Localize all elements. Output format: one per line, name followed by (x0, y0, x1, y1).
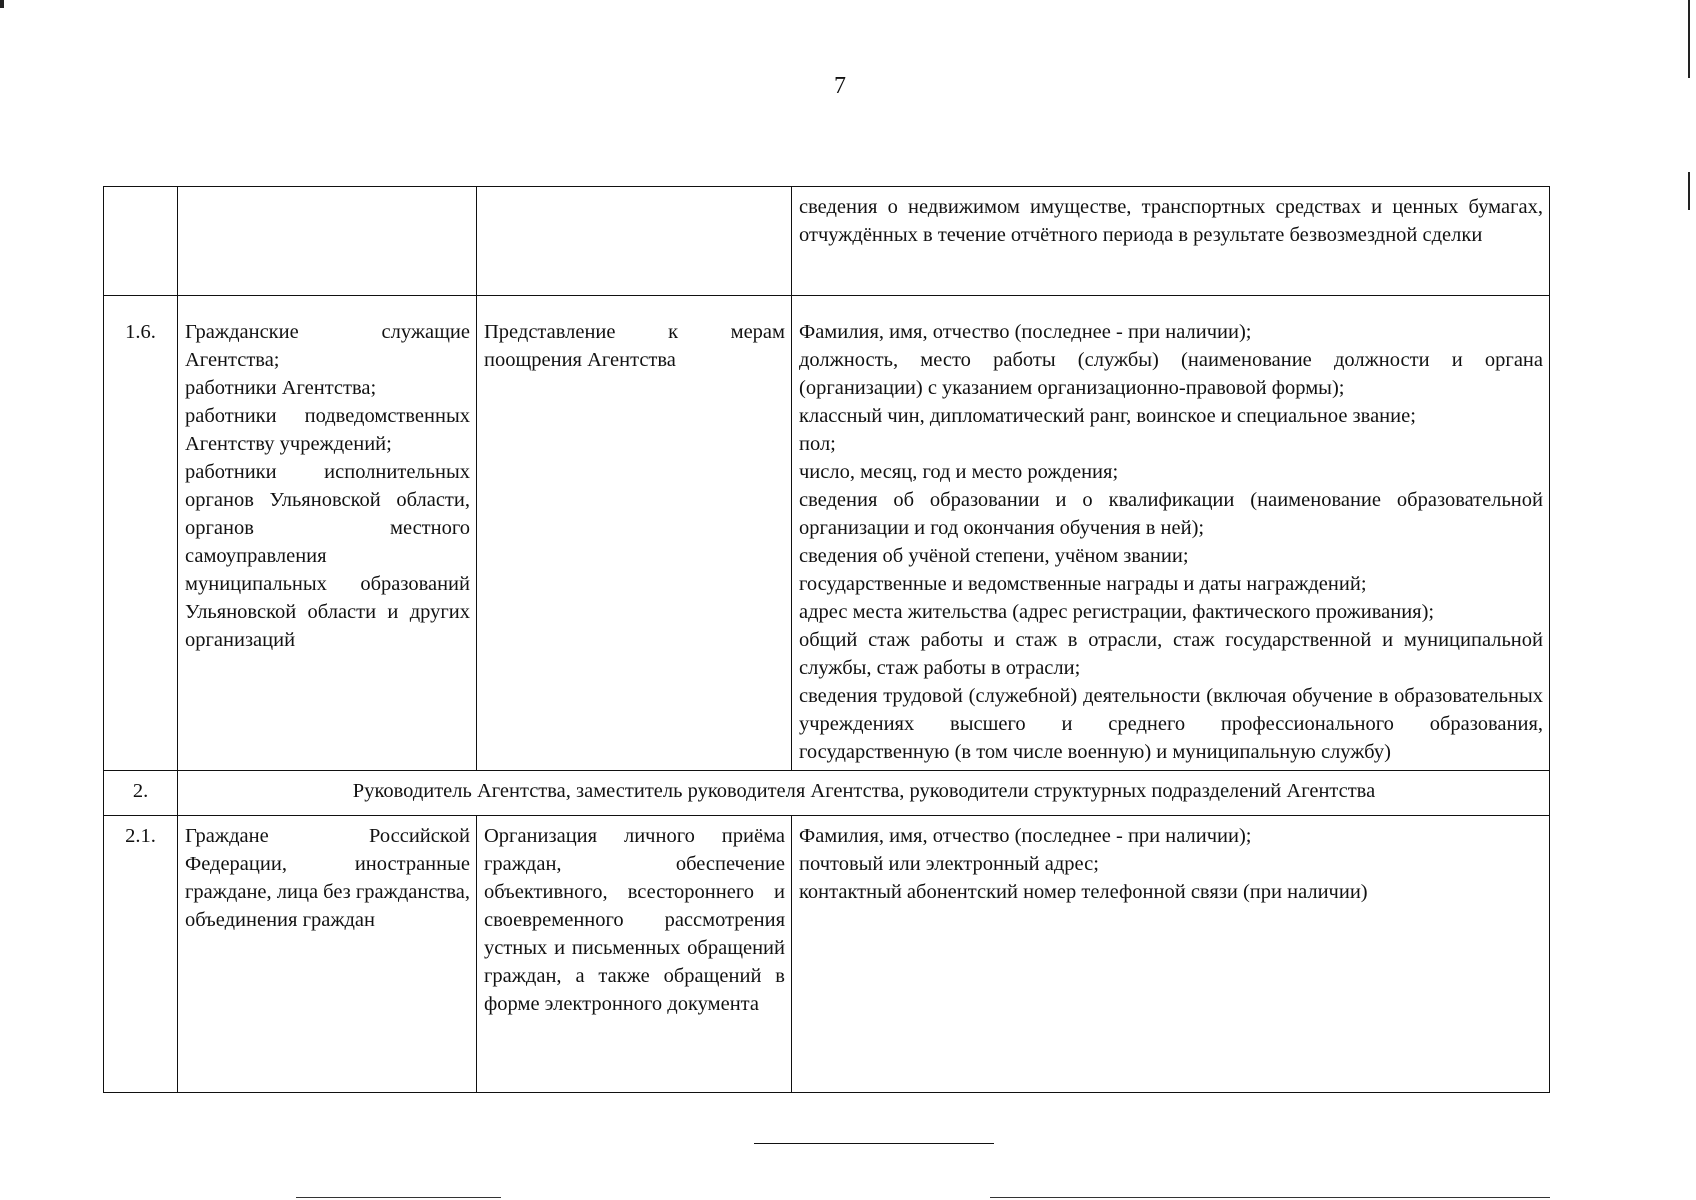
scan-edge-mark (0, 0, 4, 8)
category-cell (178, 816, 477, 1093)
data-item: должность, место работы (службы) (наименование должности и органа (организации) с указанием организационно-правовой формы); (799, 349, 1543, 399)
category-item: работники исполнительных органов Ульяновской области, органов местного самоуправления муниципальных образований Ульяновской области и других организаций (185, 461, 470, 651)
purpose-text: Представление к мерам поощрения Агентства (484, 321, 785, 371)
purpose-text: Организация личного приёма граждан, обеспечение объективного, всестороннего и своевременного рассмотрения устных и письменных обращений граждан, а также обращений в форме электронного документа (484, 825, 785, 1015)
data-item: сведения об учёной степени, учёном звании; (799, 545, 1189, 567)
data-list-cell (792, 187, 1550, 296)
row-number-cell: 2. (104, 771, 178, 816)
purpose-cell (477, 816, 792, 1093)
data-item: Фамилия, имя, отчество (последнее - при наличии); (799, 321, 1252, 343)
table-row (104, 187, 1550, 296)
row-number-cell (104, 187, 178, 296)
end-of-document-rule (754, 1143, 994, 1144)
category-item: Гражданские служащие Агентства; (185, 321, 470, 371)
category-item: работники подведомственных Агентству учреждений; (185, 405, 470, 455)
purpose-cell (477, 187, 792, 296)
scan-edge-line (296, 1197, 501, 1198)
data-item: почтовый или электронный адрес; (799, 853, 1099, 875)
scan-edge-mark (1688, 172, 1690, 210)
table-row (104, 296, 1550, 771)
data-list-cell (792, 296, 1550, 771)
data-item: контактный абонентский номер телефонной связи (при наличии) (799, 881, 1368, 903)
category-item: Граждане Российской Федерации, иностранные граждане, лица без гражданства, объединения граждан (185, 825, 471, 931)
category-cell (178, 296, 477, 771)
data-item: адрес места жительства (адрес регистрации, фактического проживания); (799, 601, 1435, 623)
category-item: работники Агентства; (185, 377, 377, 399)
data-item: общий стаж работы и стаж в отрасли, стаж государственной и муниципальной службы, стаж работы в отрасли; (799, 629, 1543, 679)
purpose-cell (477, 296, 792, 771)
data-item: классный чин, дипломатический ранг, воинское и специальное звание; (799, 405, 1416, 427)
data-item: сведения трудовой (служебной) деятельности (включая обучение в образовательных учреждениях высшего и среднего профессионального образования, государственную (в том числе военную) и муниципальную службу) (799, 685, 1543, 763)
data-item: Фамилия, имя, отчество (последнее - при наличии); (799, 825, 1252, 847)
data-list-cell (792, 816, 1550, 1093)
data-item: пол; (799, 433, 836, 455)
category-cell (178, 187, 477, 296)
scan-edge-mark (1688, 0, 1690, 78)
data-item: сведения об образовании и о квалификации (наименование образовательной организации и год окончания обучения в ней); (799, 489, 1543, 539)
section-heading: Руководитель Агентства, заместитель руководителя Агентства, руководители структурных подразделений Агентства (178, 771, 1550, 816)
table-row (104, 816, 1550, 1093)
row-number-cell: 2.1. (104, 816, 178, 1093)
page-number: 7 (834, 73, 846, 99)
row-number-cell: 1.6. (104, 296, 178, 771)
data-item: число, месяц, год и место рождения; (799, 461, 1119, 483)
section-heading-row (104, 771, 1550, 816)
data-item: государственные и ведомственные награды и даты награждений; (799, 573, 1367, 595)
personal-data-table (103, 186, 1550, 1093)
scan-edge-line (990, 1197, 1550, 1198)
data-item: сведения о недвижимом имуществе, транспортных средствах и ценных бумагах, отчуждённых в течение отчётного периода в результате безвозмездной сделки (799, 196, 1543, 246)
